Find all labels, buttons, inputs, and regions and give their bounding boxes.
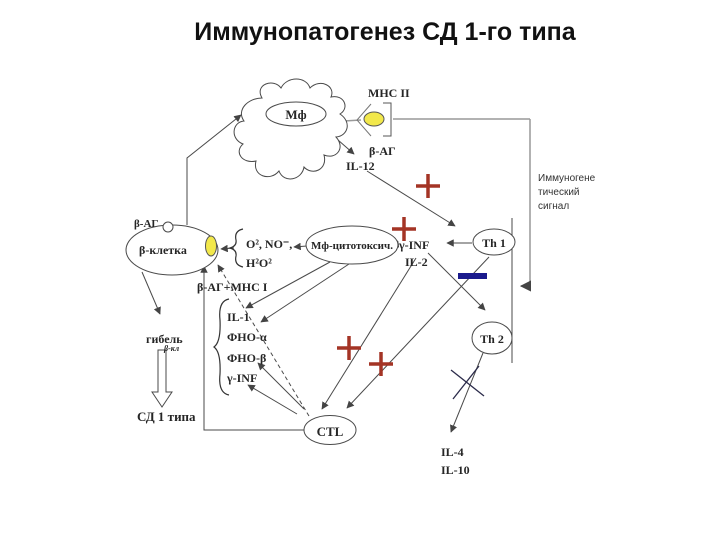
arrow-immunogenetic-signal: [521, 119, 530, 286]
outcome-arrow: [152, 350, 172, 407]
arrow-il12-to-th1: [367, 171, 455, 226]
il2-label: IL-2: [405, 255, 428, 269]
gamma-inf-label: γ-INF: [399, 238, 430, 252]
arrow-th2-to-il4: [451, 353, 483, 432]
cytokine-il1: IL-1: [227, 310, 250, 324]
ros-label-2: H²O²: [246, 256, 272, 270]
arrow-betacell-to-death: [142, 272, 160, 314]
beta-ag-upper-label: β-АГ: [369, 144, 396, 158]
arrow-ctl-to-gammainf: [248, 385, 297, 414]
cytokine-fno-a: ФНО-α: [227, 330, 267, 344]
th2-label: Th 2: [480, 332, 504, 346]
cytokine-fno-b: ФНО-β: [227, 351, 267, 365]
arrow-mf-to-ros: [294, 246, 307, 247]
arrow-th1-to-th2: [428, 253, 485, 310]
beta-ag-site: [163, 222, 173, 232]
death-label: гибель: [146, 332, 183, 346]
th1-label: Th 1: [482, 236, 506, 250]
macrophage-label: Мф: [285, 107, 307, 122]
cytokine-gamma-inf: γ-INF: [227, 371, 258, 385]
mhc2-label: MHC II: [368, 86, 410, 100]
beta-ag-left-label: β-АГ: [134, 218, 159, 230]
plus-sign-icon: [416, 174, 440, 198]
arrow-betacell-to-macrophage: [187, 115, 241, 225]
il12-label: IL-12: [346, 159, 375, 173]
arrow-th1-to-ctl: [347, 257, 489, 408]
arrow-il2-to-ctl: [322, 258, 416, 409]
minus-sign-icon: [458, 273, 487, 279]
antigen-site-icon: [206, 236, 217, 256]
slide-title: Иммунопатогенез СД 1-го типа: [194, 18, 576, 46]
plus-sign-icon: [369, 352, 393, 376]
macrophage-cell: [234, 79, 347, 179]
beta-cell-label: β-клетка: [139, 243, 187, 257]
genetic-signal-line2: тический: [538, 187, 580, 198]
outcome-label: СД 1 типа: [137, 409, 196, 424]
mhc2-antigen-icon: [364, 112, 384, 126]
ctl-label: CTL: [316, 424, 344, 439]
genetic-signal-line3: сигнал: [538, 201, 570, 212]
arrow-ctl-to-fnob: [258, 363, 304, 409]
plus-sign-icon: [337, 336, 361, 360]
il10-label: IL-10: [441, 463, 470, 477]
il4-label: IL-4: [441, 445, 464, 459]
beta-ag-mhc1-label: β-АГ+MHC I: [197, 280, 268, 294]
genetic-signal-line1: Иммуногене: [538, 173, 596, 184]
death-subscript: β-кл: [164, 344, 180, 353]
mf-cytotoxic-label: Мф-цитотоксич.: [311, 240, 393, 252]
ros-label-1: O², NO⁻,: [246, 237, 293, 251]
